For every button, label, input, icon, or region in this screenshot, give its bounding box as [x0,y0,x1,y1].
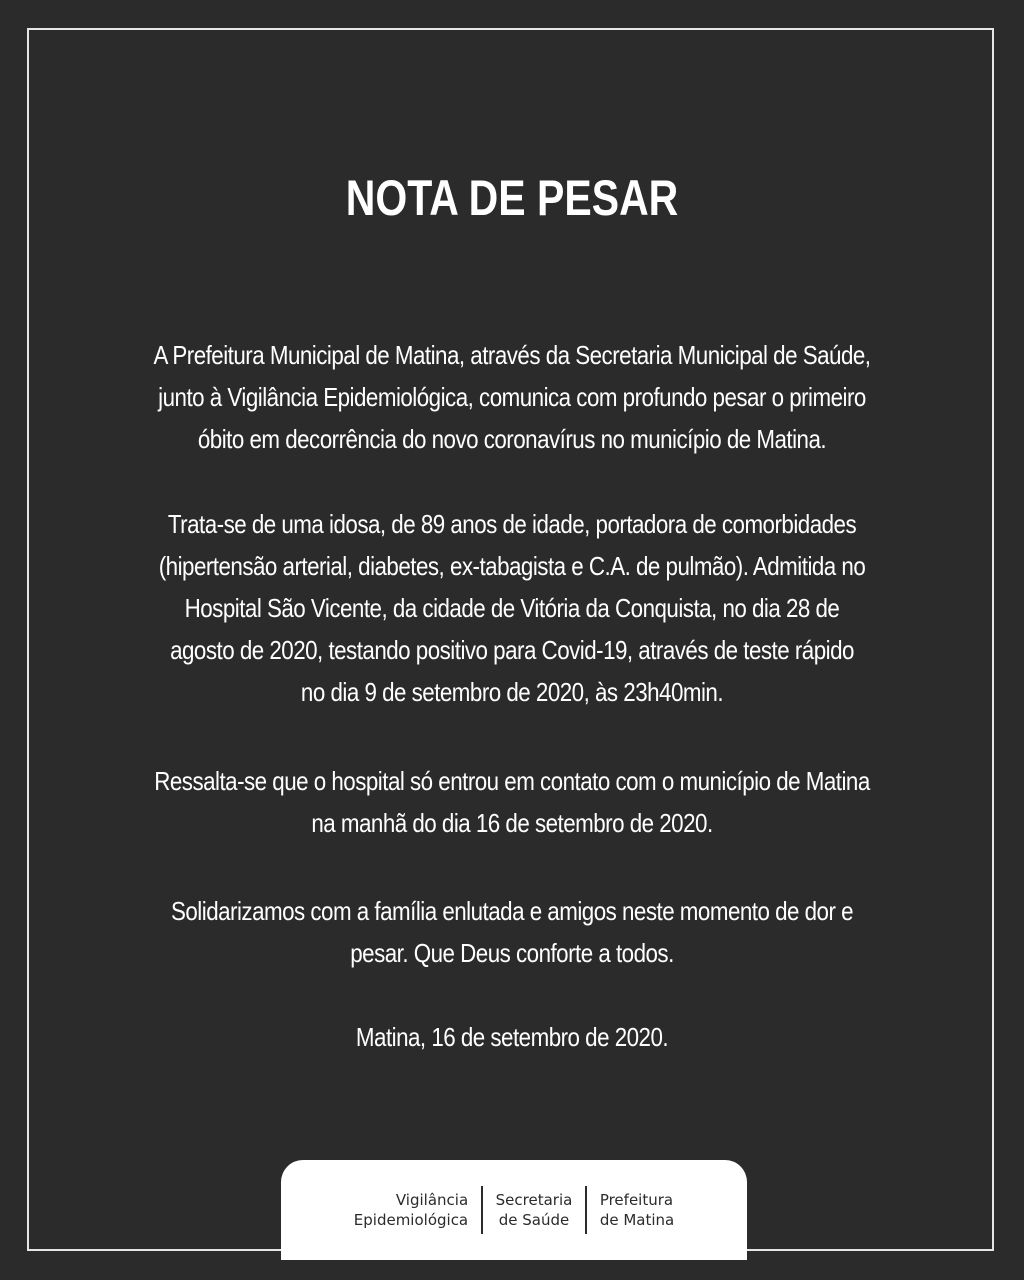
paragraph-line: A Prefeitura Municipal de Matina, através da Secretaria Municipal de Saúde, [153,340,871,370]
paragraph-line: Matina, 16 de setembro de 2020. [355,1022,669,1052]
paragraph-line: Ressalta-se que o hospital só entrou em contato com o município de Matina [154,766,870,796]
page-title: NOTA DE PESAR [345,170,679,226]
paragraph-line: óbito em decorrência do novo coronavírus no município de Matina. [197,424,827,454]
paragraph-hospital-contact [50,760,974,844]
logo-text-line: Prefeitura [599,1191,674,1209]
paragraph-line: (hipertensão arterial, diabetes, ex-tabagista e C.A. de pulmão). Admitida no [158,551,866,581]
logo-prefeitura-matina [587,1190,687,1230]
paragraph-date-signature [50,1016,974,1058]
logo-text-line: de Matina [599,1211,675,1229]
paragraph-line: Hospital São Vicente, da cidade de Vitória da Conquista, no dia 28 de [184,593,840,623]
paragraph-line: Solidarizamos com a família enlutada e amigos neste momento de dor e [170,896,854,926]
paragraph-line: pesar. Que Deus conforte a todos. [350,938,674,968]
logo-text-line: Epidemiológica [353,1211,469,1229]
logo-text-line: Vigilância [395,1191,469,1209]
paragraph-line: na manhã do dia 16 de setembro de 2020. [311,808,713,838]
footer-logo-row [281,1186,747,1234]
paragraph-line: Trata-se de uma idosa, de 89 anos de idade, portadora de comorbidades [167,509,857,539]
logo-secretaria-saude [483,1190,586,1230]
paragraph-announcement [50,334,974,460]
paragraph-line: junto à Vigilância Epidemiológica, comunica com profundo pesar o primeiro [158,382,866,412]
paragraph-line: agosto de 2020, testando positivo para Covid-19, através de teste rápido [170,635,854,665]
footer-logo-panel [281,1160,747,1260]
paragraph-patient-details [50,503,974,713]
paragraph-condolences [50,890,974,974]
logo-vigilancia-epidemiologica [341,1190,481,1230]
paragraph-line: no dia 9 de setembro de 2020, às 23h40min. [300,677,724,707]
logo-text-line: de Saúde [498,1211,570,1229]
logo-text-line: Secretaria [495,1191,573,1209]
